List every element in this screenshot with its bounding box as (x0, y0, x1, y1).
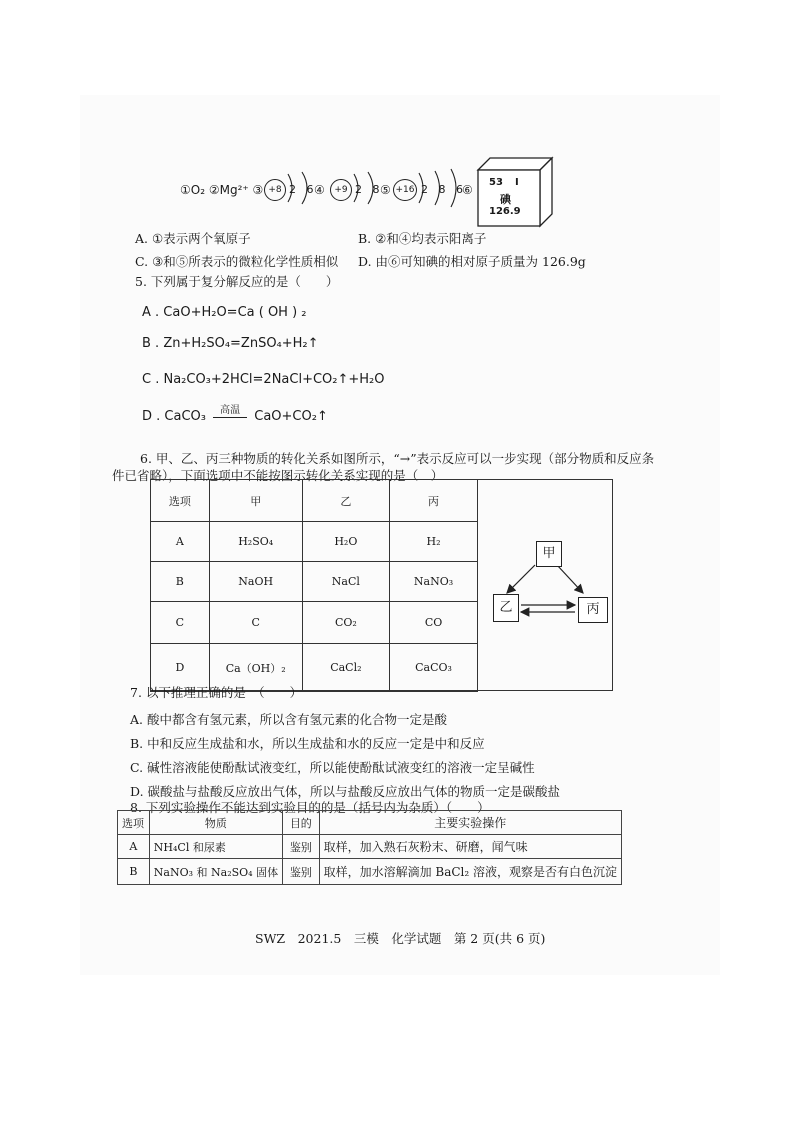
label-mg: ②Mg²⁺ (208, 183, 249, 197)
electron-count: 8 (372, 183, 380, 196)
electron-count: 2 (355, 183, 362, 196)
nucleus-3: +16 (393, 179, 417, 201)
electron-count: 6 (306, 183, 314, 196)
diagram-node-bing: 丙 (578, 597, 608, 623)
q8-cell: 取样，加水溶解滴加 BaCl₂ 溶液，观察是否有白色沉淀 (319, 859, 621, 885)
q6-cell: A (151, 522, 210, 562)
table-row (151, 602, 478, 644)
mark-4: ④ (314, 183, 325, 197)
atom-diagram-2 (330, 177, 352, 201)
q5-d-product: CaO+CO₂↑ (254, 409, 328, 424)
table-row (118, 835, 622, 859)
mark-5: ⑤ (380, 183, 391, 197)
q8-header-substance: 物质 (149, 811, 282, 835)
table-row (118, 859, 622, 885)
q6-cell: CaCl₂ (302, 644, 389, 692)
q5-option-d (142, 405, 328, 425)
particle-labels (180, 183, 263, 197)
nucleus-2: +9 (330, 179, 352, 201)
q6-cell: H₂O (302, 522, 389, 562)
q8-header-purpose: 目的 (283, 811, 319, 835)
q4-option-b: B. ②和④均表示阳离子 (358, 231, 487, 246)
q8-cell: NH₄Cl 和尿素 (149, 835, 282, 859)
q4-option-d: D. 由⑥可知碘的相对原子质量为 126.9g (358, 254, 586, 269)
q5-d-condition: 高温 (220, 405, 241, 416)
q6-cell: H₂SO₄ (209, 522, 302, 562)
q8-cell: 取样，加入熟石灰粉末、研磨，闻气味 (319, 835, 621, 859)
q6-cell: C (151, 602, 210, 644)
element-mass: 126.9 (489, 206, 521, 217)
q5-option-c: C . Na₂CO₃+2HCl=2NaCl+CO₂↑+H₂O (142, 372, 385, 387)
q6-stem-line1: 6. 甲、乙、丙三种物质的转化关系如图所示，“→”表示反应可以一步实现（部分物质和反应条 (140, 451, 655, 466)
q5-option-a: A . CaO+H₂O=Ca ( OH ) ₂ (142, 305, 307, 320)
element-number: 53 (489, 177, 503, 188)
q8-cell: 鉴别 (283, 835, 319, 859)
q8-table (117, 810, 622, 885)
label-o2: ①O₂ (180, 183, 206, 197)
q6-stem-line2: 件已省略），下面选项中不能按图示转化关系实现的是（ ） (112, 468, 444, 483)
q8-stem: 8. 下列实验操作不能达到实验目的的是（括号内为杂质）（ ） (130, 800, 490, 815)
shell-electrons-2 (355, 183, 380, 196)
electron-count: 2 (289, 183, 296, 196)
q7-option-b: B. 中和反应生成盐和水，所以生成盐和水的反应一定是中和反应 (130, 736, 485, 751)
q6-cell: C (209, 602, 302, 644)
electron-count: 2 (421, 183, 428, 196)
q6-cell: D (151, 644, 210, 692)
q8-cell: NaNO₃ 和 Na₂SO₄ 固体 (149, 859, 282, 885)
element-symbol: I (515, 177, 519, 188)
q4-option-a: A. ①表示两个氧原子 (135, 231, 251, 246)
q6-cell: NaCl (302, 562, 389, 602)
q8-cell: 鉴别 (283, 859, 319, 885)
diagram-node-jia: 甲 (536, 541, 562, 567)
q8-header-option: 选项 (118, 811, 150, 835)
q6-cell: CO₂ (302, 602, 389, 644)
element-name: 碘 (500, 193, 511, 206)
q7-stem: 7. 以下推理正确的是 （ ） (130, 685, 303, 700)
electron-count: 6 (456, 183, 463, 196)
table-row (151, 522, 478, 562)
electron-count: 8 (438, 183, 446, 196)
table-row (151, 562, 478, 602)
q6-cell: NaNO₃ (390, 562, 478, 602)
q6-cell: CO (390, 602, 478, 644)
q6-header-bing: 丙 (390, 480, 478, 522)
page-footer: SWZ 2021.5 三模 化学试题 第 2 页(共 6 页) (255, 931, 546, 946)
q6-header-jia: 甲 (209, 480, 302, 522)
reaction-condition (213, 401, 247, 418)
q6-table (150, 479, 478, 692)
nucleus-1: +8 (264, 179, 286, 201)
q8-header-operation: 主要实验操作 (319, 811, 621, 835)
q6-cell: H₂ (390, 522, 478, 562)
mark-6: ⑥ (462, 183, 473, 197)
atom-diagram-1 (264, 177, 286, 201)
label-3: ③ (252, 183, 264, 197)
q7-option-c: C. 碱性溶液能使酚酞试液变红，所以能使酚酞试液变红的溶液一定呈碱性 (130, 760, 535, 775)
q8-cell: A (118, 835, 150, 859)
q4-option-c: C. ③和⑤所表示的微粒化学性质相似 (135, 254, 339, 269)
q7-option-d: D. 碳酸盐与盐酸反应放出气体，所以与盐酸反应放出气体的物质一定是碳酸盐 (130, 784, 561, 799)
q6-cell: Ca（OH）₂ (209, 644, 302, 692)
element-box-frame (476, 156, 556, 228)
atom-diagram-3 (393, 177, 417, 201)
shell-electrons-1 (289, 183, 314, 196)
q6-header-yi: 乙 (302, 480, 389, 522)
q6-cell: CaCO₃ (390, 644, 478, 692)
q6-cell: NaOH (209, 562, 302, 602)
q5-stem: 5. 下列属于复分解反应的是（ ） (135, 274, 339, 289)
q5-option-b: B . Zn+H₂SO₄=ZnSO₄+H₂↑ (142, 336, 319, 351)
q6-cell: B (151, 562, 210, 602)
shell-electrons-3 (421, 183, 463, 196)
q7-option-a: A. 酸中都含有氢元素，所以含有氢元素的化合物一定是酸 (130, 712, 447, 727)
q8-cell: B (118, 859, 150, 885)
q6-header-option: 选项 (151, 480, 210, 522)
q5-d-reactant: D . CaCO₃ (142, 409, 206, 424)
diagram-node-yi: 乙 (493, 594, 519, 622)
